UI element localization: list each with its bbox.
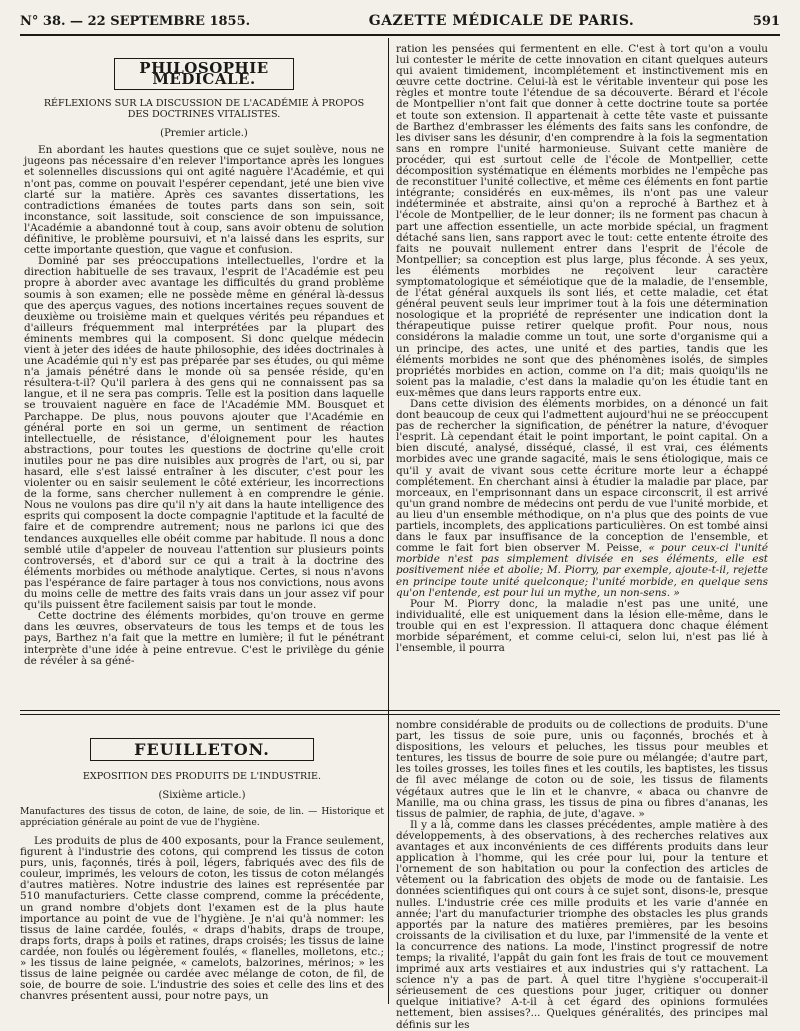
column-2 — [396, 44, 768, 704]
article-number: (Sixième article.) — [158, 790, 246, 802]
column-divider — [388, 38, 389, 1004]
paragraph: Cette doctrine des éléments morbides, qu'on trouve en germe dans les œuvres, observateurs de tous les temps et de tous les pays, Barthez n'a fait que la mettre en lumière; il fut le pénétrant interprète d'une idée à peine entrevue. C'est le privilège du génie de révéler à sa géné- — [24, 610, 384, 667]
section-subtitle: RÉFLEXIONS SUR LA DISCUSSION DE L'ACADÉMIE À PROPOS DES DOCTRINES VITALISTES. — [43, 98, 365, 121]
paragraph: Les produits de plus de 400 exposants, pour la France seulement, figurent à l'industrie des cotons, qui comprend les tissus de coton purs, unis, façonnés, tirés à poil, légers, fabriqués avec des fils de couleur, imprimés, les velours de coton, les tissus de coton mélangés d'autres matières. Notre industrie des laines est représentée par 510 manufacturiers. Cette classe comprend, comme la précédente, un grand nombre d'objets dont l'examen est de la plus haute importance au point de vue de l'hygiène. Je n'ai qu'à nommer: les tissus de laine cardée, foulés, « draps d'habits, draps de troupe, draps forts, draps à poils et ratines, draps croisés; les tissus de laine cardée, non foulés ou légèrement foulés, « flanelles, molletons, etc.; » les tissus de laine peignée, « camelots, balzorines, mérinos; » les tissus de laine peignée ou cardée avec mélange de coton, de fil, de soie, de bourre de soie. L'industrie des soies et celle des lins et des chanvres présentent aussi, pour notre pays, un — [20, 835, 384, 1003]
quotation: « pour ceux-ci l'unité morbide n'est pas simplement divisée en ses éléments, elle est positivement niée et abolie; M. Piorry, par exemple, ajoute-t-il, rejette en principe toute unité quelconque; l'unité morbide, en quelque sens qu'on l'entende, est pour lui un mythe, un non-sens. » — [396, 542, 768, 599]
paragraph — [396, 399, 768, 599]
paragraph: En abordant les hautes questions que ce sujet soulève, nous ne jugeons pas nécessaire d'en relever l'importance après les longues et solennelles discussions qui ont agité naguère l'Académie, et qui n'ont pas, comme on pouvait l'espérer cependant, jeté une bien vive clarté sur la matière. Après ces savantes dissertations, les contradictions émanées de toutes parts dans son sein, soit inconstance, soit lassitude, soit conscience de son impuissance, l'Académie a abandonné tout à coup, sans avoir obtenu de solution définitive, le problème poursuivi, et n'a laissé dans les esprits, sur cette importante question, que vague et confusion. — [24, 144, 384, 257]
journal-title: GAZETTE MÉDICALE DE PARIS. — [368, 13, 635, 29]
paragraph: nombre considérable de produits ou de collections de produits. D'une part, les tissus de soie pure, unis ou façonnés, brochés et à dispositions, les velours et peluches, les tissus pour meubles et tentures, les tissus de bourre de soie pure ou mélangée; d'autre part, les toiles grosses, les toiles fines et les coutils, les baptistes, les tissus de fil avec mélange de coton ou de soie, les tissus de filaments végétaux autres que le lin et le chanvre, « abaca ou chanvre de Manille, ma ou china grass, les tissus de pina ou fibres d'ananas, les tissus de palmier, de raphia, de jute, d'agave. » — [396, 719, 768, 820]
feuilleton-divider — [20, 710, 780, 715]
paragraph: ration les pensées qui fermentent en elle. C'est à tort qu'on a voulu lui contester le mérite de cette innovation en citant quelques auteurs qui avaient timidement, incomplétement et instinctivement mis en œuvre cette doctrine. Celui-là est le véritable inventeur qui pose les règles et montre toute l'étendue de sa découverte. Bérard et l'école de Montpellier n'ont fait que donner à cette doctrine toute sa portée et toute son extension. Il appartenait à cette tête vaste et puissante de Barthez d'embrasser les éléments des faits sans les confondre, de les diviser sans les désunir, d'en comprendre à la fois la segmentation sans en rompre l'unité harmonieuse. Suivant cette manière de procéder, qui est surtout celle de l'école de Montpellier, cette décomposition systématique en éléments morbides ne l'empêche pas de reconstituer l'unité collective, et même ces éléments en font partie intégrante; considérés en eux-mêmes, ils n'ont pas une valeur indéterminée et abstraite, ainsi qu'on a reproché à Barthez et à l'école de Montpellier, de le leur donner; ils ne forment pas chacun à part une affection essentielle, un acte morbide spécial, un fragment détaché sans lien, sans rapport avec le tout: cette entente étroite des faits ne pouvait nullement entrer dans l'esprit de l'école de Montpellier; sa conception est plus large, plus féconde. À ses yeux, les éléments morbides ne reçoivent leur caractère symptomatologique et séméiotique que de la maladie, de l'ensemble, de l'état général auxquels ils sont liés, et cette maladie, cet état général peuvent seuls leur imprimer tout à la fois une détermination nosologique et la propriété de représenter une indication dont la thérapeutique puisse retirer quelque profit. Pour nous, nous considérons la maladie comme un tout, une sorte d'organisme qui a un principe, des actes, une unité et des parties, tandis que les éléments morbides ne sont que des phénomènes isolés, de simples propriétés morbides en action, comme on l'a dit; mais quoiqu'ils ne soient pas la maladie, c'est dans la maladie qu'on les étudie tant en eux-mêmes que dans leurs rapports entre eux. — [396, 43, 768, 399]
paragraph: Dominé par ses préoccupations intellectuelles, l'ordre et la direction habituelle de ses travaux, l'esprit de l'Académie est peu propre à aborder avec avantage les difficultés du grand problème soumis à son examen; elle ne possède même en général là-dessus que des aperçus vagues, des notions incertaines reçues souvent de deuxième ou troisième main et quelques vérités peu répandues et d'ailleurs fréquemment mal interprétées par la plupart des éminents membres qui la composent. Si donc quelque médecin vient à jeter des idées de haute philosophie, des idées doctrinales à une Académie qui n'y est pas préparée par ses études, ou qui même n'a jamais pénétré dans le monde où sa pensée réside, qu'en résultera-t-il? Qu'il parlera à des gens qui ne connaissent pas sa langue, et il ne sera pas compris. Telle est la position dans laquelle se trouvaient naguère en face de l'Académie MM. Bousquet et Parchappe. De plus, nous pouvons ajouter que l'Académie en général porte en soi un germe, un sentiment de réaction intellectuelle, de résistance, d'éloignement pour les hautes abstractions, pour toutes les questions de doctrine qu'elle croit inutiles pour ne pas dire nuisibles aux progrès de l'art, ou si, par hasard, elle s'est laissé entraîner à les discuter, c'est pour les violenter ou en saisir seulement le côté extérieur, les incorrections de la forme, sans chercher nullement à en comprendre le génie. Nous ne voulons pas dire qu'il n'y ait dans la haute intelligence des esprits qui composent la docte compagnie l'aptitude et la faculté de faire et de comprendre autrement; nous ne parlons ici que des tendances auxquelles elle obéit comme par habitude. Il nous a donc semblé utile d'appeler de nouveau l'attention sur plusieurs points controversés, et d'abord sur ce qui a trait à la doctrine des éléments morbides ou méthode analytique. Certes, si nous n'avons pas l'espérance de faire partager à tous nos convictions, nous avons du moins celle de mettre des faits vrais dans un jour assez vif pour qu'ils puissent être facilement saisis par tout le monde. — [24, 255, 384, 612]
feuilleton-subtitle: EXPOSITION DES PRODUITS DE L'INDUSTRIE. — [82, 771, 322, 783]
paragraph: Pour M. Piorry donc, la maladie n'est pas une unité, une individualité, elle est uniquement dans la lésion elle-même, dans le trouble qui en est l'expression. Il attaquera donc chaque élément morbide séparément, et comme celui-ci, selon lui, n'est pas lié à l'ensemble, il pourra — [396, 597, 768, 655]
article-summary: Manufactures des tissus de coton, de laine, de soie, de lin. — Historique et appréciation générale au point de vue de l'hygiène. — [20, 806, 384, 828]
paragraph-text: Dans cette division des éléments morbides, on a dénoncé un fait dont beaucoup de ceux qui l'admettent aujourd'hui ne se préoccupent pas de rechercher la signification, de pénétrer la nature, d'évoquer l'esprit. Là cependant était le point important, le point capital. On a bien discuté, analysé, disséqué, classé, il est vrai, ces éléments morbides avec une grande sagacité, mais le sens étiologique, mais ce qu'il y avait de vivant sous cette écriture morte leur a échappé complétement. En cherchant ainsi à étudier la maladie par place, par morceaux, en l'emprisonnant dans un espace circonscrit, il est arrivé qu'un grand nombre de médecins ont perdu de vue l'unité morbide, et au lieu d'un ensemble méthodique, on n'a plus que des points de vue partiels, incomplets, des applications particulières. On est tombé ainsi dans le faux par insuffisance de la conception de l'ensemble, et comme le fait fort bien observer M. Peisse, — [396, 398, 768, 555]
page-header — [20, 8, 780, 36]
column-1 — [24, 44, 384, 704]
issue-date: N° 38. — 22 SEPTEMBRE 1855. — [20, 13, 251, 29]
article-number: (Premier article.) — [160, 128, 248, 140]
column-3 — [20, 720, 384, 1006]
feuilleton-title: FEUILLETON. — [90, 738, 314, 761]
column-4 — [396, 719, 768, 1031]
paragraph: Il y a là, comme dans les classes précédentes, ample matière à des développements, à des observations, à des recherches relatives aux avantages et aux inconvénients de ces différents produits dans leur application à l'homme, qui les crée pour lui, pour la tenture et l'ornement de son habitation ou pour la confection des articles de vêtement ou la fabrication des objets de mode ou de fantaisie. Les données scientifiques qui ont cours à ce sujet sont, disons-le, presque nulles. L'industrie crée ces mille produits et les varie d'année en année; l'art du manufacturier triomphe des obstacles les plus grands apportés par la nature des matières premières, par les besoins croissants de la civilisation et du luxe, par l'immensité de la vente et la concurrence des nations. La mode, l'instinct progressif de notre temps; la rivalité, l'appât du gain font les frais de tout ce mouvement imprimé aux arts vestiaires et aux industries qui s'y rattachent. La science n'y a pas de part. À quel titre l'hygiène s'occuperait-il sérieusement de ces questions pour juger, critiquer ou donner quelque initiative? A-t-il à cet égard des opinions formulées nettement, bien assises?... Quelques généralités, des principes mal définis sur les — [396, 818, 768, 1031]
section-title: PHILOSOPHIE MÉDICALE. — [114, 58, 294, 90]
page-number: 591 — [752, 13, 780, 29]
